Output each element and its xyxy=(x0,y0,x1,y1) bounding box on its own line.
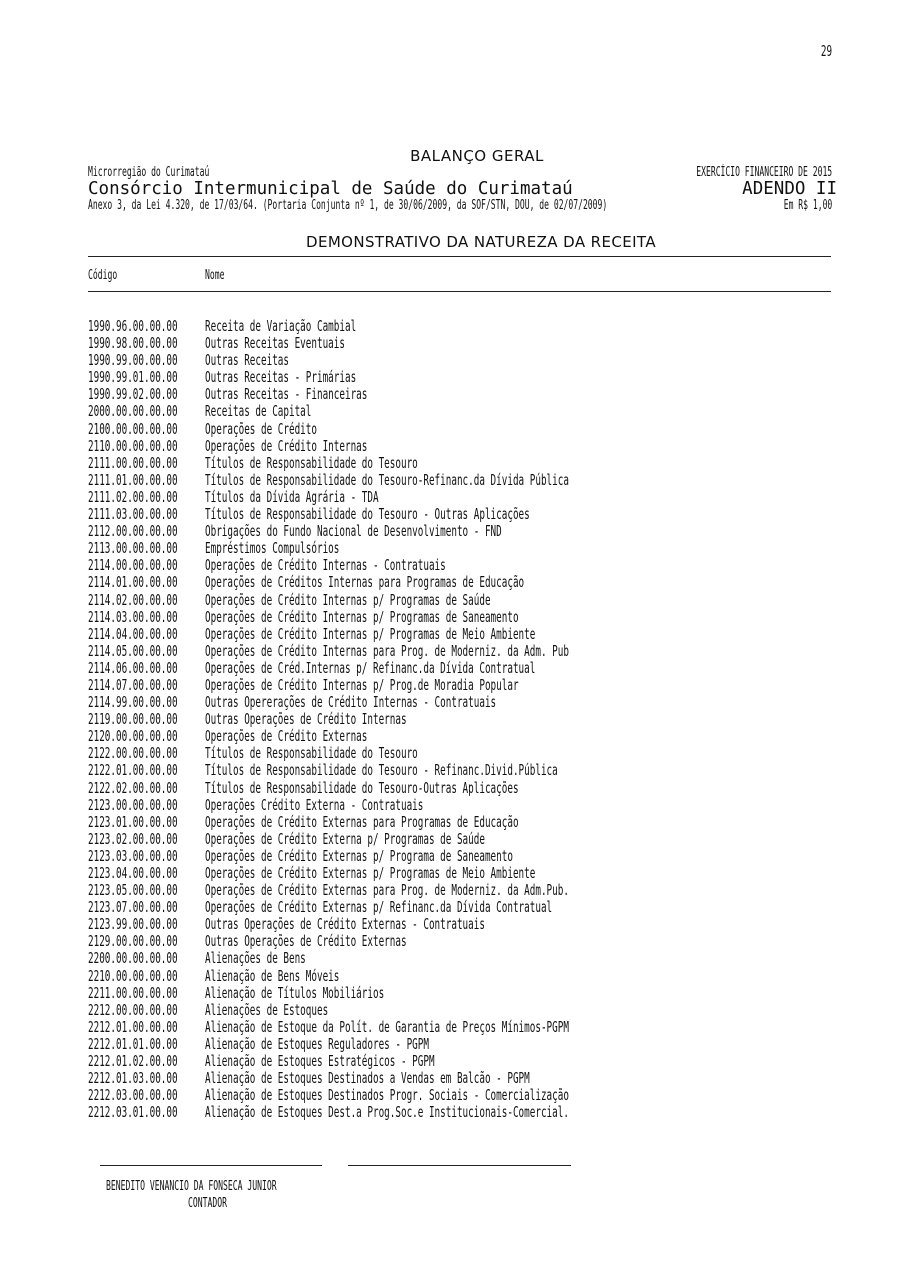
revenue-name: Alienação de Estoque da Polít. de Garantia de Preços Mínimos-PGPM xyxy=(205,1017,569,1036)
revenue-code: 2200.00.00.00.00 xyxy=(88,949,178,968)
revenue-name: Operações de Crédito Internas xyxy=(205,436,368,455)
revenue-code: 2114.05.00.00.00 xyxy=(88,641,178,660)
revenue-name: Operações de Crédito Internas p/ Programas de Saúde xyxy=(205,590,491,609)
table-row xyxy=(88,472,848,489)
revenue-code: 1990.96.00.00.00 xyxy=(88,317,178,335)
revenue-name: Alienação de Estoques Destinados Progr. Sociais - Comercialização xyxy=(205,1086,569,1105)
revenue-code: 2111.01.00.00.00 xyxy=(88,470,178,489)
revenue-name: Operações de Crédito Externas para Prog. de Moderniz. da Adm.Pub. xyxy=(205,881,569,900)
table-row xyxy=(88,455,848,472)
table-row xyxy=(88,916,848,933)
table-row xyxy=(88,609,848,626)
revenue-name: Operações de Crédito xyxy=(205,419,317,438)
revenue-code: 2122.02.00.00.00 xyxy=(88,778,178,797)
revenue-code: 2114.02.00.00.00 xyxy=(88,590,178,609)
table-row xyxy=(88,523,848,540)
revenue-code: 2212.03.01.00.00 xyxy=(88,1103,178,1122)
revenue-code: 2123.00.00.00.00 xyxy=(88,795,178,814)
table-row xyxy=(88,711,848,728)
revenue-code: 2114.06.00.00.00 xyxy=(88,658,178,677)
revenue-name: Alienação de Estoques Dest.a Prog.Soc.e Institucionais-Comercial. xyxy=(205,1103,569,1122)
revenue-code: 2114.01.00.00.00 xyxy=(88,573,178,592)
revenue-code: 2110.00.00.00.00 xyxy=(88,436,178,455)
revenue-name: Títulos de Responsabilidade do Tesouro - Refinanc.Divid.Pública xyxy=(205,761,558,780)
table-row xyxy=(88,985,848,1002)
report-title: BALANÇO GERAL xyxy=(410,147,544,165)
revenue-name: Alienações de Bens xyxy=(205,949,306,968)
revenue-code: 2000.00.00.00.00 xyxy=(88,402,178,421)
table-row xyxy=(88,352,848,369)
revenue-code: 2111.00.00.00.00 xyxy=(88,453,178,472)
revenue-name: Outras Receitas Eventuais xyxy=(205,334,345,353)
revenue-name: Outras Receitas xyxy=(205,351,289,370)
table-row xyxy=(88,814,848,831)
table-row xyxy=(88,643,848,660)
revenue-name: Títulos de Responsabilidade do Tesouro - Outras Aplicações xyxy=(205,505,530,524)
revenue-code: 2114.00.00.00.00 xyxy=(88,556,178,575)
table-row xyxy=(88,745,848,762)
addendum-label: ADENDO II xyxy=(742,179,837,199)
table-row xyxy=(88,506,848,523)
signature-line-right xyxy=(348,1165,571,1166)
revenue-name: Outras Operações de Crédito Externas - Contratuais xyxy=(205,915,485,934)
revenue-name: Obrigações do Fundo Nacional de Desenvolvimento - FND xyxy=(205,522,502,541)
revenue-name: Alienação de Estoques Destinados a Vendas em Balcão - PGPM xyxy=(205,1069,530,1088)
revenue-name: Outras Receitas - Primárias xyxy=(205,368,357,387)
revenue-code: 2123.03.00.00.00 xyxy=(88,846,178,865)
revenue-code: 2123.01.00.00.00 xyxy=(88,812,178,831)
table-row xyxy=(88,386,848,403)
page-number: 29 xyxy=(820,42,832,60)
table-row xyxy=(88,369,848,386)
revenue-code: 2111.03.00.00.00 xyxy=(88,505,178,524)
table-row xyxy=(88,865,848,882)
revenue-name: Operações de Crédito Externas para Programas de Educação xyxy=(205,812,519,831)
table-row xyxy=(88,335,848,352)
revenue-code: 2123.04.00.00.00 xyxy=(88,864,178,882)
table-row xyxy=(88,848,848,865)
table-row xyxy=(88,1053,848,1070)
revenue-name: Operações de Crédito Externas p/ Refinanc.da Dívida Contratual xyxy=(205,898,553,917)
table-row xyxy=(88,1070,848,1087)
table-row xyxy=(88,592,848,609)
revenue-code: 1990.99.00.00.00 xyxy=(88,351,178,370)
revenue-name: Operações de Créd.Internas p/ Refinanc.da Dívida Contratual xyxy=(205,658,536,677)
revenue-code: 2123.05.00.00.00 xyxy=(88,881,178,900)
entity-name: Consórcio Intermunicipal de Saúde do Curimataú xyxy=(88,179,573,199)
revenue-name: Alienações de Estoques xyxy=(205,1000,329,1019)
revenue-code: 2114.99.00.00.00 xyxy=(88,693,178,712)
revenue-name: Alienação de Bens Móveis xyxy=(205,966,340,985)
revenue-name: Outras Operações de Crédito Externas xyxy=(205,932,407,951)
region-label: Microrregião do Curimataú xyxy=(88,165,210,180)
revenue-name: Operações de Crédito Internas para Prog. de Moderniz. da Adm. Pub xyxy=(205,641,569,660)
table-top-rule xyxy=(88,256,831,257)
table-row xyxy=(88,438,848,455)
revenue-name: Operações de Crédito Externas p/ Programa de Saneamento xyxy=(205,846,513,865)
column-header-name: Nome xyxy=(205,267,225,283)
signature-line-left xyxy=(100,1165,322,1166)
section-title: DEMONSTRATIVO DA NATUREZA DA RECEITA xyxy=(306,233,656,251)
table-row xyxy=(88,626,848,643)
revenue-name: Títulos de Responsabilidade do Tesouro xyxy=(205,453,418,472)
revenue-name: Títulos de Responsabilidade do Tesouro xyxy=(205,744,418,763)
revenue-name: Títulos da Dívida Agrária - TDA xyxy=(205,487,379,506)
table-row xyxy=(88,1036,848,1053)
revenue-name: Alienação de Estoques Reguladores - PGPM xyxy=(205,1034,429,1053)
table-row xyxy=(88,882,848,899)
revenue-code: 2123.02.00.00.00 xyxy=(88,829,178,848)
revenue-code: 1990.98.00.00.00 xyxy=(88,334,178,353)
revenue-name: Títulos de Responsabilidade do Tesouro-Refinanc.da Dívida Pública xyxy=(205,470,569,489)
revenue-code: 2122.00.00.00.00 xyxy=(88,744,178,763)
revenue-name: Outras Receitas - Financeiras xyxy=(205,385,368,404)
table-row xyxy=(88,780,848,797)
table-row xyxy=(88,797,848,814)
revenue-code: 2212.00.00.00.00 xyxy=(88,1000,178,1019)
revenue-code: 2113.00.00.00.00 xyxy=(88,539,178,558)
revenue-code: 2212.01.01.00.00 xyxy=(88,1034,178,1053)
revenue-code: 2123.99.00.00.00 xyxy=(88,915,178,934)
legal-reference: Anexo 3, da Lei 4.320, de 17/03/64. (Portaria Conjunta nº 1, de 30/06/2009, da SOF/STN, DOU, de 02/07/2009) xyxy=(88,198,608,213)
revenue-code: 2212.01.03.00.00 xyxy=(88,1069,178,1088)
revenue-code: 2114.04.00.00.00 xyxy=(88,624,178,643)
revenue-name: Outras Opererações de Crédito Internas - Contratuais xyxy=(205,693,497,712)
table-row xyxy=(88,694,848,711)
revenue-code: 2120.00.00.00.00 xyxy=(88,727,178,746)
revenue-code: 2123.07.00.00.00 xyxy=(88,898,178,917)
revenue-name: Operações de Crédito Externa p/ Programas de Saúde xyxy=(205,829,485,848)
revenue-code: 2212.01.00.00.00 xyxy=(88,1017,178,1036)
table-header-rule xyxy=(88,291,831,292)
table-row xyxy=(88,318,848,335)
signer-role: CONTADOR xyxy=(188,1195,228,1211)
revenue-name: Operações de Crédito Internas - Contratuais xyxy=(205,556,446,575)
revenue-name: Operações de Crédito Internas p/ Prog.de Moradia Popular xyxy=(205,675,519,694)
revenue-name: Receita de Variação Cambial xyxy=(205,317,357,335)
table-row xyxy=(88,660,848,677)
table-row xyxy=(88,1002,848,1019)
revenue-code: 2210.00.00.00.00 xyxy=(88,966,178,985)
revenue-code: 1990.99.02.00.00 xyxy=(88,385,178,404)
signer-name: BENEDITO VENANCIO DA FONSECA JUNIOR xyxy=(106,1178,277,1194)
revenue-code: 2114.07.00.00.00 xyxy=(88,675,178,694)
revenue-code: 2119.00.00.00.00 xyxy=(88,710,178,729)
revenue-name: Empréstimos Compulsórios xyxy=(205,539,340,558)
table-row xyxy=(88,421,848,438)
table-row xyxy=(88,831,848,848)
table-row xyxy=(88,762,848,779)
table-row xyxy=(88,403,848,420)
revenue-name: Alienação de Estoques Estratégicos - PGPM xyxy=(205,1052,435,1071)
table-row xyxy=(88,933,848,950)
revenue-name: Títulos de Responsabilidade do Tesouro-Outras Aplicações xyxy=(205,778,519,797)
table-row xyxy=(88,1019,848,1036)
revenue-name: Outras Operações de Crédito Internas xyxy=(205,710,407,729)
table-row xyxy=(88,899,848,916)
revenue-code: 2114.03.00.00.00 xyxy=(88,607,178,626)
revenue-code: 2100.00.00.00.00 xyxy=(88,419,178,438)
table-row xyxy=(88,728,848,745)
revenue-name: Operações de Créditos Internas para Programas de Educação xyxy=(205,573,525,592)
revenue-code: 2129.00.00.00.00 xyxy=(88,932,178,951)
table-row xyxy=(88,574,848,591)
table-row xyxy=(88,677,848,694)
revenue-code: 1990.99.01.00.00 xyxy=(88,368,178,387)
revenue-name: Operações de Crédito Externas xyxy=(205,727,368,746)
revenue-code: 2212.03.00.00.00 xyxy=(88,1086,178,1105)
revenue-name: Operações de Crédito Externas p/ Programas de Meio Ambiente xyxy=(205,864,536,882)
revenue-name: Alienação de Títulos Mobiliários xyxy=(205,983,385,1002)
table-row xyxy=(88,540,848,557)
table-row xyxy=(88,950,848,967)
revenue-name: Receitas de Capital xyxy=(205,402,312,421)
table-row xyxy=(88,489,848,506)
revenue-table-body xyxy=(88,318,848,1121)
table-row xyxy=(88,557,848,574)
revenue-code: 2212.01.02.00.00 xyxy=(88,1052,178,1071)
revenue-name: Operações de Crédito Internas p/ Programas de Meio Ambiente xyxy=(205,624,536,643)
currency-label: Em R$ 1,00 xyxy=(783,198,832,213)
revenue-name: Operações de Crédito Internas p/ Programas de Saneamento xyxy=(205,607,519,626)
revenue-code: 2112.00.00.00.00 xyxy=(88,522,178,541)
column-header-code: Código xyxy=(88,267,118,283)
revenue-code: 2122.01.00.00.00 xyxy=(88,761,178,780)
fiscal-year-label: EXERCÍCIO FINANCEIRO DE 2015 xyxy=(696,165,832,180)
table-row xyxy=(88,968,848,985)
revenue-name: Operações Crédito Externa - Contratuais xyxy=(205,795,424,814)
table-row xyxy=(88,1104,848,1121)
revenue-code: 2211.00.00.00.00 xyxy=(88,983,178,1002)
revenue-code: 2111.02.00.00.00 xyxy=(88,487,178,506)
table-row xyxy=(88,1087,848,1104)
